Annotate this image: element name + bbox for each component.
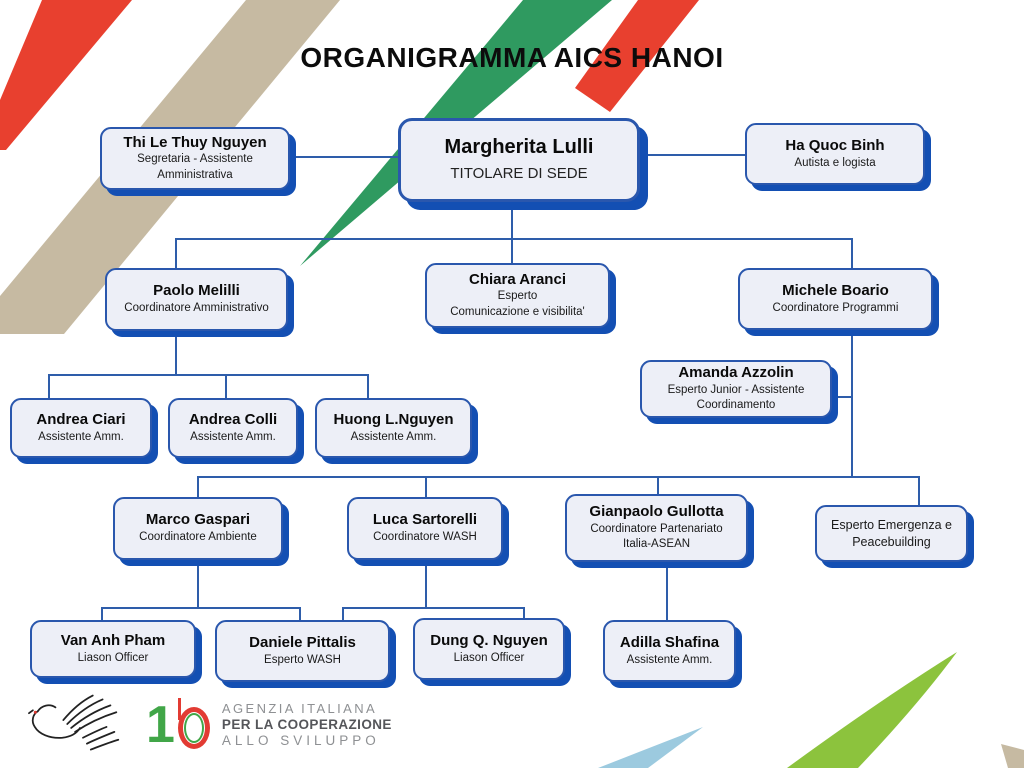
connector-line <box>851 330 853 476</box>
org-node-gianpaolo-gullotta <box>565 494 748 562</box>
connector-line <box>425 476 427 497</box>
person-role: Coordinamento <box>696 399 776 412</box>
person-role: Assistente Amm. <box>626 653 713 666</box>
org-node-huong-l-nguyen <box>315 398 472 458</box>
person-role: Assistente Amm. <box>350 430 437 443</box>
connector-line <box>175 238 852 240</box>
person-name: Andrea Ciari <box>36 410 126 428</box>
connector-line <box>101 607 103 620</box>
person-role: Coordinatore WASH <box>373 531 477 544</box>
stripe-lightgreen-bottom-right <box>787 652 957 768</box>
person-role: Peacebuilding <box>852 534 931 549</box>
connector-line <box>290 156 398 158</box>
org-node-luca-sartorelli <box>347 497 503 560</box>
connector-line <box>640 154 745 156</box>
person-role: Esperto <box>497 290 538 303</box>
person-role: Amministrativa <box>157 168 233 181</box>
logo-digit-1: 1 <box>146 696 175 754</box>
connector-line <box>48 374 50 398</box>
connector-line <box>666 562 668 620</box>
connector-line <box>197 476 199 497</box>
org-node-amanda-azzolin <box>640 360 832 418</box>
connector-line <box>197 476 918 478</box>
org-node-margherita-lulli <box>398 118 640 202</box>
connector-line <box>175 238 177 268</box>
stripe-lightblue-bottom-right <box>598 727 703 768</box>
agency-name-line2: PER LA COOPERAZIONE <box>221 717 392 732</box>
person-name: Adilla Shafina <box>619 633 720 651</box>
org-node-andrea-ciari <box>10 398 152 458</box>
connector-line <box>511 202 513 238</box>
stripe-tan-bottom-right <box>1001 744 1024 768</box>
aics-logo <box>26 690 392 760</box>
person-name: Gianpaolo Gullotta <box>589 503 724 521</box>
person-role: Coordinatore Ambiente <box>139 531 257 544</box>
person-name: Van Anh Pham <box>60 631 166 649</box>
org-node-marco-gaspari <box>113 497 283 560</box>
person-role: TITOLARE DI SEDE <box>450 165 588 183</box>
person-role: Comunicazione e visibilita' <box>450 305 585 318</box>
dove-eye <box>34 711 37 714</box>
connector-line <box>851 238 853 268</box>
person-name: Amanda Azzolin <box>678 364 794 382</box>
org-node-adilla-shafina <box>603 620 736 682</box>
person-name: Michele Boario <box>782 281 889 299</box>
agency-name <box>222 701 392 749</box>
connector-line <box>299 607 301 620</box>
org-node-daniele-pittalis <box>215 620 390 682</box>
person-name: Thi Le Thuy Nguyen <box>123 133 267 151</box>
person-role: Coordinatore Amministrativo <box>124 302 269 315</box>
org-node-paolo-melilli <box>105 268 288 331</box>
connector-line <box>832 396 851 398</box>
connector-line <box>101 607 299 609</box>
connector-line <box>918 476 920 505</box>
connector-line <box>342 607 523 609</box>
connector-line <box>367 374 369 398</box>
agency-name-line1: AGENZIA ITALIANA <box>221 701 378 716</box>
person-name: Andrea Colli <box>188 410 278 428</box>
org-node-van-anh-pham <box>30 620 196 678</box>
org-node-ha-quoc-binh <box>745 123 925 185</box>
person-role: Assistente Amm. <box>190 430 276 443</box>
connector-line <box>342 607 344 620</box>
org-node-chiara-aranci <box>425 263 610 328</box>
person-role: Segretaria - Assistente <box>137 153 253 166</box>
connector-line <box>425 560 427 607</box>
person-role: Esperto WASH <box>264 653 341 666</box>
connector-line <box>197 560 199 607</box>
person-role: Italia-ASEAN <box>622 538 691 551</box>
person-name: Ha Quoc Binh <box>785 136 885 154</box>
connector-line <box>175 331 177 374</box>
person-name: Margherita Lulli <box>444 136 594 159</box>
person-name: Luca Sartorelli <box>372 511 478 529</box>
person-role: Autista e logista <box>794 156 876 169</box>
dove-icon <box>26 690 134 760</box>
org-node-dung-q-nguyen <box>413 618 565 680</box>
connector-line <box>657 476 659 494</box>
person-name: Huong L.Nguyen <box>333 410 454 428</box>
person-name: Daniele Pittalis <box>249 633 356 651</box>
org-node-andrea-colli <box>168 398 298 458</box>
person-role: Esperto Junior - Assistente <box>667 383 805 396</box>
org-node-esperto-emergenza-peacebuilding <box>815 505 968 562</box>
person-name: Dung Q. Nguyen <box>430 631 548 649</box>
person-role: Assistente Amm. <box>38 430 124 443</box>
person-name: Paolo Melilli <box>153 282 240 300</box>
logo-digit-0 <box>178 707 210 749</box>
person-role: Coordinatore Partenariato <box>590 522 723 535</box>
agency-name-line3: ALLO SVILUPPO <box>221 733 380 748</box>
person-role: Coordinatore Programmi <box>772 301 899 314</box>
person-role: Liason Officer <box>453 651 525 664</box>
person-name: Marco Gaspari <box>145 511 251 529</box>
connector-line <box>523 607 525 618</box>
org-node-thi-le-thuy-nguyen <box>100 127 290 190</box>
org-node-michele-boario <box>738 268 933 330</box>
page-title: ORGANIGRAMMA AICS HANOI <box>300 42 724 73</box>
person-role: Liason Officer <box>77 651 149 664</box>
connector-line <box>511 238 513 263</box>
person-role: Esperto Emergenza e <box>831 517 952 532</box>
logo-number-10 <box>146 694 210 756</box>
person-name: Chiara Aranci <box>469 270 566 288</box>
connector-line <box>48 374 368 376</box>
connector-line <box>225 374 227 398</box>
